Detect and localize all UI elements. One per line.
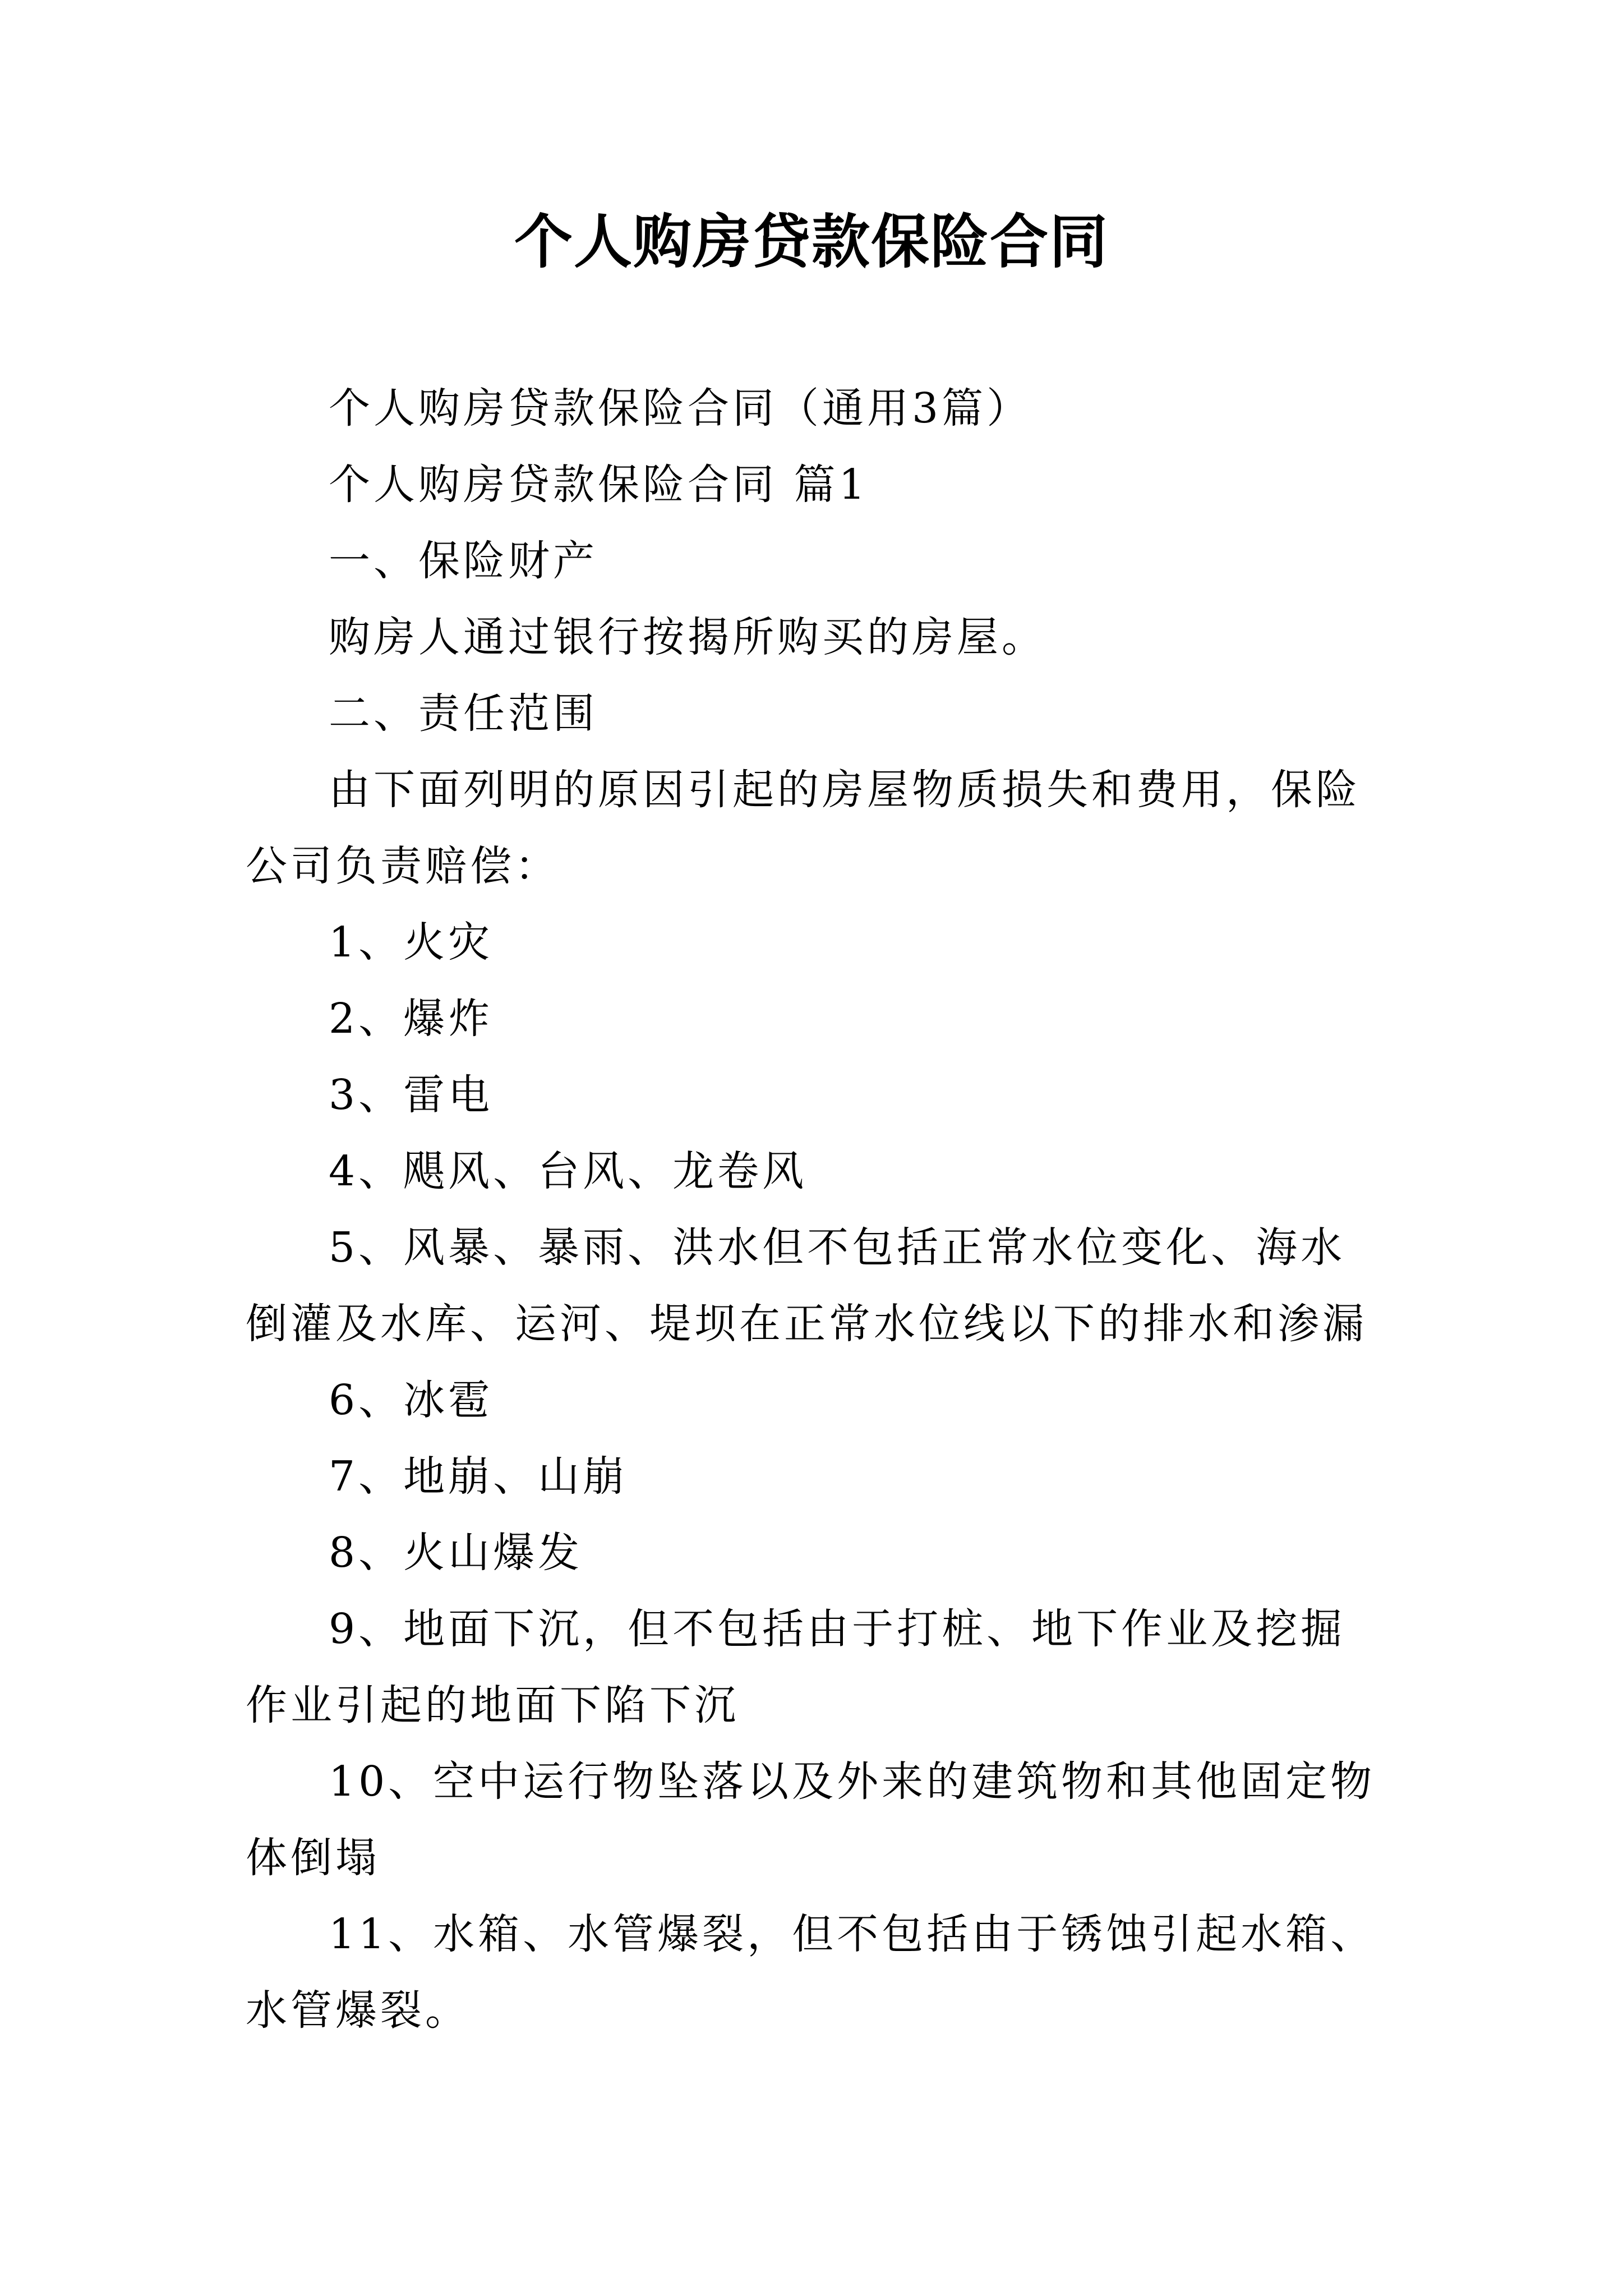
- paragraph-section-heading: 个人购房贷款保险合同 篇1: [329, 461, 869, 509]
- list-item: 1、火灾: [329, 918, 494, 967]
- list-item: 3、雷电: [329, 1071, 494, 1119]
- list-item: 8、火山爆发: [329, 1529, 583, 1577]
- paragraph-heading-scope: 二、责任范围: [329, 689, 598, 738]
- list-item: 6、冰雹: [329, 1376, 494, 1424]
- list-item: 2、爆炸: [329, 995, 494, 1043]
- list-item: 11、水箱、水管爆裂，但不包括由于锈蚀引起水箱、水管爆裂。: [246, 1910, 1376, 2035]
- paragraph: 购房人通过银行按揭所购买的房屋。: [329, 613, 1046, 661]
- list-item: 5、风暴、暴雨、洪水但不包括正常水位变化、海水倒灌及水库、运河、堤坝在正常水位线以下的排水和渗漏: [246, 1223, 1367, 1348]
- paragraph-heading-insured-property: 一、保险财产: [329, 537, 598, 585]
- list-item: 7、地崩、山崩: [329, 1452, 628, 1501]
- list-item: 4、飓风、台风、龙卷风: [329, 1147, 808, 1195]
- document-body: [246, 370, 1378, 2049]
- paragraph: 由下面列明的原因引起的房屋物质损失和费用，保险公司负责赔偿：: [246, 766, 1361, 890]
- list-item: 10、空中运行物坠落以及外来的建筑物和其他固定物体倒塌: [246, 1757, 1376, 1882]
- list-item: 9、地面下沉，但不包括由于打桩、地下作业及挖掘作业引起的地面下陷下沉: [246, 1605, 1346, 1729]
- document-title: 个人购房贷款保险合同: [514, 207, 1109, 276]
- paragraph-subtitle: 个人购房贷款保险合同（通用3篇）: [329, 384, 1032, 432]
